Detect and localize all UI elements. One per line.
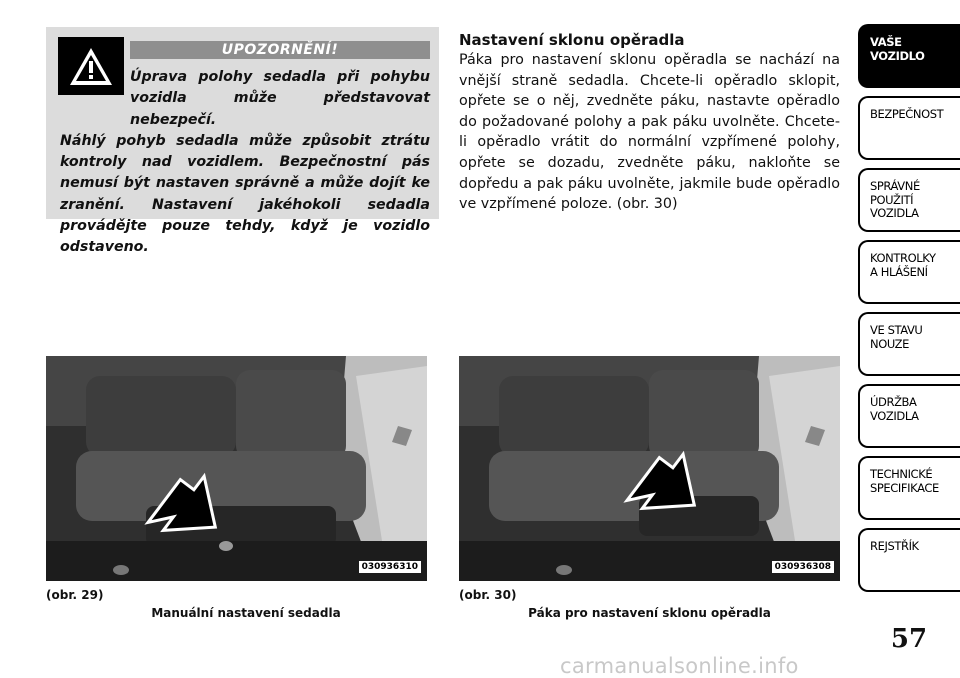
section-heading: Nastavení sklonu opěradla — [459, 31, 685, 49]
tab-spravne-pouziti[interactable]: SPRÁVNÉ POUŽITÍ VOZIDLA — [858, 168, 960, 232]
figure-29-caption: Manuální nastavení sedadla — [151, 606, 341, 620]
tab-ve-stavu-nouze[interactable]: VE STAVU NOUZE — [858, 312, 960, 376]
warning-first-line: Úprava polohy sedadla při pohybu vozidla může představovat nebezpečí. — [130, 69, 430, 128]
seat-photo-illustration — [46, 356, 427, 581]
figure-29-photo — [46, 356, 427, 581]
figure-29-code: 030936310 — [359, 561, 421, 573]
tab-rejstrik[interactable]: REJSTŘÍK — [858, 528, 960, 592]
figure-30-caption: Páka pro nastavení sklonu opěradla — [528, 606, 771, 620]
tab-udrzba[interactable]: ÚDRŽBA VOZIDLA — [858, 384, 960, 448]
backrest-lever-illustration — [459, 356, 840, 581]
page-number: 57 — [890, 624, 928, 654]
tab-vase-vozidlo[interactable]: VAŠE VOZIDLO — [858, 24, 960, 88]
figure-30-ref: (obr. 30) — [459, 588, 517, 602]
figure-29-ref: (obr. 29) — [46, 588, 104, 602]
tab-technicke-specifikace[interactable]: TECHNICKÉ SPECIFIKACE — [858, 456, 960, 520]
warning-text — [60, 67, 430, 259]
backrest-section — [459, 31, 840, 215]
warning-body: Náhlý pohyb sedadla může způsobit ztrátu kontroly nad vozidlem. Bezpečnostní pás nemusí být nastaven správně a může dojít ke zranění. Nastavení jakéhokoli sedadla provádějte pouze tehdy, když je vozidlo odstaveno. — [60, 132, 430, 256]
warning-title: UPOZORNĚNÍ! — [130, 41, 430, 59]
section-body: Páka pro nastavení sklonu opěradla se nachází na vnější straně sedadla. Chcete-li opěradlo sklopit, opřete se o něj, zvedněte páku, nastavte opěradlo do požadované polohy a pak páku uvolněte. Chcete-li opěradlo vrátit do normální vzpřímené polohy, opřete se dozadu, zvedněte páku, nakloňte se dopředu a pak páku uvolněte, jakmile bude opěradlo ve vzpřímené poloze. (obr. 30) — [459, 52, 840, 213]
watermark-text: carmanualsonline.info — [560, 654, 799, 678]
warning-box — [46, 27, 439, 256]
tab-bezpecnost[interactable]: BEZPEČNOST — [858, 96, 960, 160]
tab-kontrolky[interactable]: KONTROLKY A HLÁŠENÍ — [858, 240, 960, 304]
figure-30-code: 030936308 — [772, 561, 834, 573]
figure-30-photo — [459, 356, 840, 581]
